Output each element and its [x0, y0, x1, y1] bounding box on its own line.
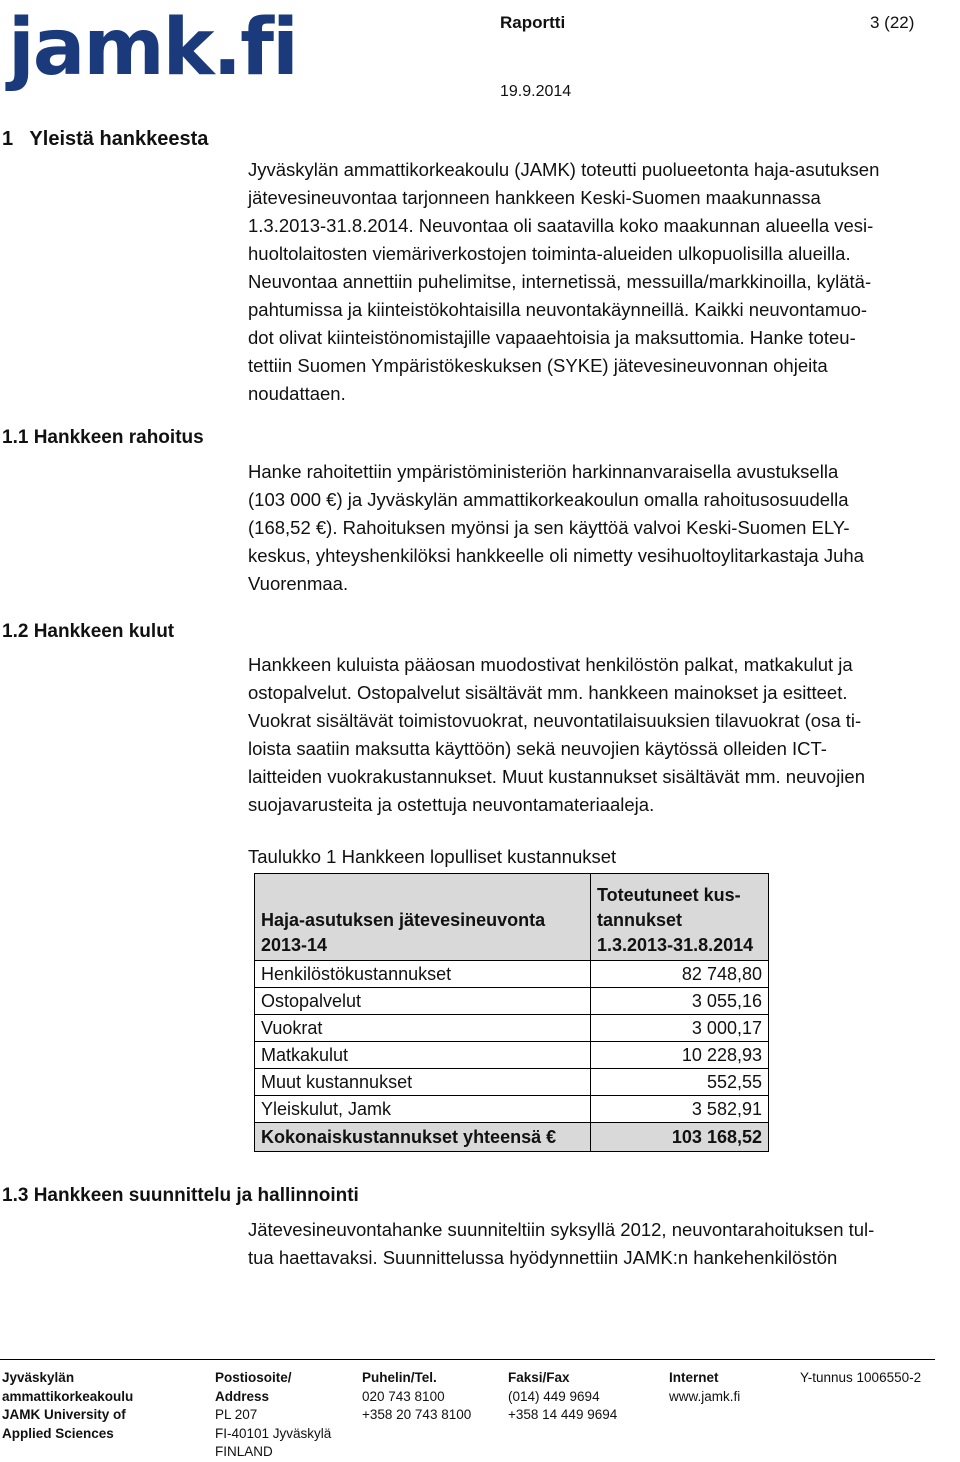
heading-yleista-hankkeesta: 1 Yleistä hankkeesta [2, 128, 209, 150]
page-number: 3 (22) [870, 13, 915, 32]
heading-hankkeen-kulut: 1.2 Hankkeen kulut [2, 621, 175, 642]
paragraph-yleista: Jyväskylän ammattikorkeakoulu (JAMK) toteutti puolueetonta haja-asutuksen jätevesineuvontaa tarjonneen hankkeen Keski-Suomen maakunnassa 1.3.2013-31.8.2014. Neuvontaa oli saatavilla koko maakunnan alueella vesi- huoltolaitosten viemäriverkostojen toiminta-alueiden ulkopuolisilla alueilla. Neuvontaa annettiin puhelimitse, internetissä, messuilla/markkinoilla, kylätä- pahtumissa ja kiinteistökohtaisilla neuvontakäynneillä. Kaikki neuvontamuo- dot olivat kiinteistönomistajille vapaaehtoisia ja maksuttomia. Hanke toteu- tettiin Suomen Ympäristökeskuksen (SYKE) jätevesineuvonnan ohjeita noudattaen. [248, 159, 880, 404]
row-label: Henkilöstökustannukset [255, 961, 591, 988]
header-realized-costs: Toteutuneet kus- tannukset 1.3.2013-31.8.2014 [591, 874, 769, 961]
footer-internet: Internet www.jamk.fi [669, 1369, 740, 1406]
report-date: 19.9.2014 [500, 83, 572, 100]
cost-table [254, 873, 769, 1152]
jamk-logo: jamk.fi [8, 3, 297, 93]
paragraph-suunnittelu: Jätevesineuvontahanke suunniteltiin syksyllä 2012, neuvontarahoituksen tul- tua haettavaksi. Suunnittelussa hyödynnettiin JAMK:n hankehenkilöstön [248, 1219, 875, 1268]
table-total-row [255, 1123, 769, 1152]
row-value: 3 582,91 [591, 1096, 769, 1123]
heading-suunnittelu-hallinnointi: 1.3 Hankkeen suunnittelu ja hallinnointi [2, 1185, 359, 1206]
total-value: 103 168,52 [591, 1123, 769, 1152]
heading-hankkeen-rahoitus: 1.1 Hankkeen rahoitus [2, 427, 204, 448]
footer-address: Postiosoite/ Address PL 207 FI-40101 Jyväskylä FINLAND [215, 1370, 332, 1459]
table-row [255, 1015, 769, 1042]
row-label: Yleiskulut, Jamk [255, 1096, 591, 1123]
footer-phone: Puhelin/Tel. 020 743 8100 +358 20 743 8100 [362, 1370, 472, 1422]
table-row [255, 1096, 769, 1123]
table-row [255, 988, 769, 1015]
footer-organization: Jyväskylän ammattikorkeakoulu JAMK University of Applied Sciences [2, 1370, 134, 1441]
footer-fax: Faksi/Fax (014) 449 9694 +358 14 449 9694 [508, 1370, 618, 1422]
row-label: Vuokrat [255, 1015, 591, 1042]
table-caption: Taulukko 1 Hankkeen lopulliset kustannukset [248, 846, 617, 867]
row-value: 10 228,93 [591, 1042, 769, 1069]
table-header-row [255, 874, 769, 961]
table-row [255, 1042, 769, 1069]
website-link[interactable]: www.jamk.fi [669, 1388, 741, 1404]
row-label: Muut kustannukset [255, 1069, 591, 1096]
paragraph-kulut: Hankkeen kuluista pääosan muodostivat henkilöstön palkat, matkakulut ja ostopalvelut. Ostopalvelut sisältävät mm. hankkeen mainokset ja esitteet. Vuokrat sisältävät toimistovuokrat, neuvontatilaisuuksien tilavuokrat (osa ti- loista saatiin maksutta käyttöön) sekä neuvojien käytössä olleiden ICT- laitteiden vuokrakustannukset. Muut kustannukset sisältävät mm. neuvojien suojavarusteita ja ostettuja neuvontamateriaaleja. [248, 654, 865, 815]
table-row [255, 1069, 769, 1096]
report-label: Raportti [500, 13, 566, 32]
row-value: 3 055,16 [591, 988, 769, 1015]
row-value: 3 000,17 [591, 1015, 769, 1042]
header-project-name: Haja-asutuksen jätevesineuvonta 2013-14 [255, 874, 591, 961]
row-label: Ostopalvelut [255, 988, 591, 1015]
paragraph-rahoitus: Hanke rahoitettiin ympäristöministeriön harkinnanvaraisella avustuksella (103 000 €) ja Jyväskylän ammattikorkeakoulun omalla rahoitusosuudella (168,52 €). Rahoituksen myönsi ja sen käyttöä valvoi Keski-Suomen ELY- keskus, yhteyshenkilöksi hankkeelle oli nimetty vesihuoltoylitarkastaja Juha Vuorenmaa. [248, 461, 864, 594]
row-value: 82 748,80 [591, 961, 769, 988]
footer-business-id: Y-tunnus 1006550-2 [800, 1370, 922, 1385]
row-value: 552,55 [591, 1069, 769, 1096]
total-label: Kokonaiskustannukset yhteensä € [255, 1123, 591, 1152]
footer-divider [0, 1359, 935, 1360]
row-label: Matkakulut [255, 1042, 591, 1069]
table-row [255, 961, 769, 988]
